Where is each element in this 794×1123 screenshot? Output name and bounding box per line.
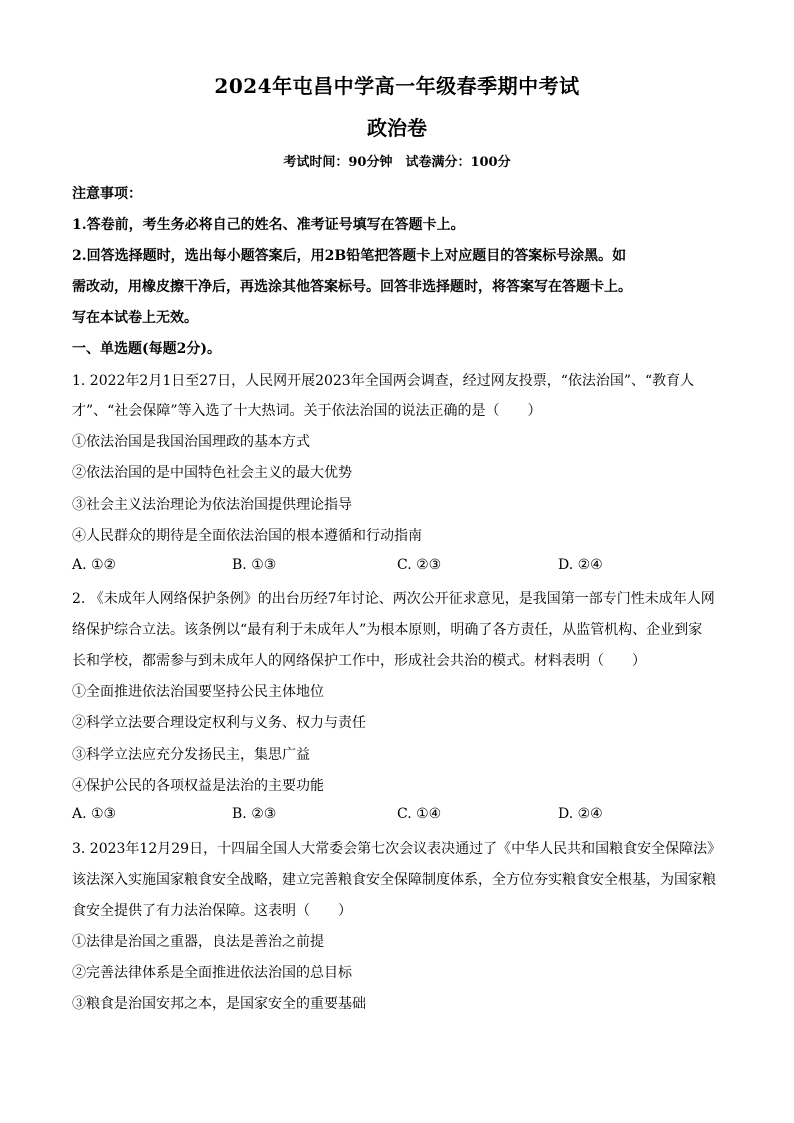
notice-heading: 注意事项：: [72, 186, 142, 202]
option-b: B. ②③: [232, 806, 277, 822]
question-statement: ③粮食是治国安邦之本，是国家安全的重要基础: [72, 996, 366, 1012]
exam-subject: 政治卷: [367, 116, 427, 140]
question-statement: ②科学立法要合理设定权利与义务、权力与责任: [72, 715, 366, 731]
question-stem-line: 长和学校，都需参与到未成年人的网络保护工作中，形成社会共治的模式。材料表明（ ）: [72, 653, 646, 669]
question-stem-line: 才”、“社会保障”等入选了十大热词。关于依法治国的说法正确的是（ ）: [72, 403, 542, 419]
section-heading: 一、单选题(每题2分)。: [72, 341, 221, 357]
exam-title: 2024年屯昌中学高一年级春季期中考试: [214, 74, 580, 98]
question-statement: ①法律是治国之重器，良法是善治之前提: [72, 934, 324, 950]
question-statement: ②依法治国的是中国特色社会主义的最大优势: [72, 465, 352, 481]
question-statement: ④人民群众的期待是全面依法治国的根本遵循和行动指南: [72, 528, 422, 544]
question-statement: ④保护公民的各项权益是法治的主要功能: [72, 778, 324, 794]
question-statement: ①全面推进依法治国要坚持公民主体地位: [72, 684, 324, 700]
question-statement: ②完善法律体系是全面推进依法治国的总目标: [72, 965, 352, 981]
option-b: B. ①③: [232, 557, 277, 573]
question-stem-line: 3. 2023年12月29日，十四届全国人大常委会第七次会议表决通过了《中华人民共和国粮食安全保障法》: [72, 841, 722, 857]
question-stem-line: 络保护综合立法。该条例以“最有利于未成年人”为根本原则，明确了各方责任，从监管机构、企业到家: [72, 622, 703, 638]
question-stem-line: 该法深入实施国家粮食安全战略，建立完善粮食安全保障制度体系，全方位夯实粮食安全根基，为国家粮: [72, 872, 716, 888]
option-c: C. ①④: [397, 806, 442, 822]
question-statement: ③社会主义法治理论为依法治国提供理论指导: [72, 497, 352, 513]
question-statement: ①依法治国是我国治国理政的基本方式: [72, 434, 310, 450]
question-stem-line: 2. 《未成年人网络保护条例》的出台历经7年讨论、两次公开征求意见，是我国第一部专门性未成年人网: [72, 591, 715, 607]
question-stem-line: 1. 2022年2月1日至27日，人民网开展2023年全国两会调查，经过网友投票，“依法治国”、“教育人: [72, 373, 695, 389]
notice-item-2-line-3: 写在本试卷上无效。: [72, 310, 198, 326]
option-a: A. ①②: [72, 557, 117, 573]
option-d: D. ②④: [558, 557, 603, 573]
option-c: C. ②③: [397, 557, 442, 573]
exam-info: 考试时间：90分钟 试卷满分：100分: [283, 155, 511, 170]
option-a: A. ①③: [72, 806, 117, 822]
notice-item-2-line-2: 需改动，用橡皮擦干净后，再选涂其他答案标号。回答非选择题时，将答案写在答题卡上。: [72, 279, 632, 295]
option-d: D. ②④: [558, 806, 603, 822]
question-stem-line: 食安全提供了有力法治保障。这表明（ ）: [72, 903, 352, 919]
notice-item-1: 1.答卷前，考生务必将自己的姓名、准考证号填写在答题卡上。: [72, 217, 465, 233]
notice-item-2-line-1: 2.回答选择题时，选出每小题答案后，用2B铅笔把答题卡上对应题目的答案标号涂黑。如: [72, 248, 627, 264]
question-statement: ③科学立法应充分发扬民主，集思广益: [72, 747, 310, 763]
